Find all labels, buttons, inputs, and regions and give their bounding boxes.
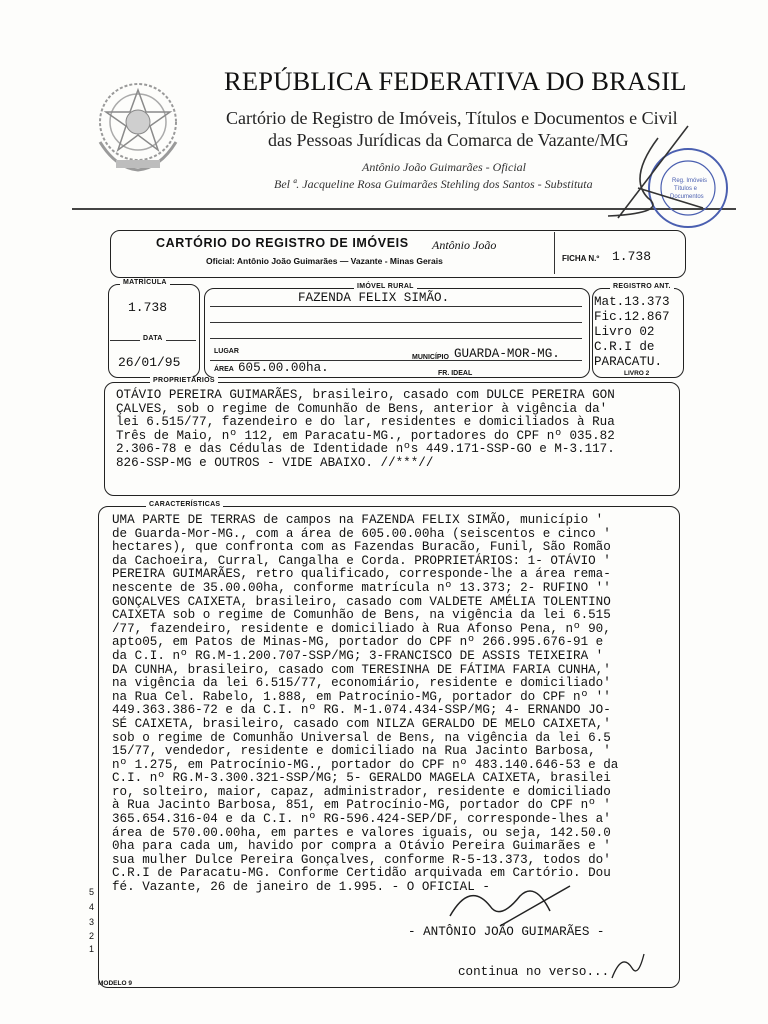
caracteristicas-line: à Rua Jacinto Barbosa, 851, em Patrocínio-MG, portador do CPF nº ' [112,798,611,813]
caracteristicas-line: sua mulher Dulce Pereira Gonçalves, conforme R-5-13.373, todos do' [112,852,611,867]
ficha-label: FICHA N.º [562,254,600,263]
registro-ant-label: REGISTRO ANT. [610,283,674,290]
caracteristicas-line: 0ha para cada um, havido por compra a Otávio Pereira Guimarães e ' [112,839,611,854]
margin-number: 5 [89,887,95,897]
substitute-name: Bel ª. Jacqueline Rosa Guimarães Stehling dos Santos - Substituta [274,177,593,191]
continua-verso: continua no verso... [458,965,610,979]
caracteristicas-line: 15/77, vendedor, residente e domiciliado na Rua Jacinto Barbosa, ' [112,744,611,759]
matricula-date: 26/01/95 [118,355,181,370]
proprietarios-text [116,389,615,471]
municipio-label: MUNICÍPIO [412,354,449,361]
lugar-label: LUGAR [214,348,239,355]
caracteristicas-line: GONÇALVES CAIXETA, brasileiro, casado com VALDETE AMÉLIA TOLENTINO [112,594,611,609]
livro-label: LIVRO 2 [624,370,650,377]
caracteristicas-label: CARACTERÍSTICAS [146,501,223,508]
margin-number: 4 [89,902,95,912]
caracteristicas-line: da Cachoeira, Curral, Cangalha e Corda. PROPRIETÁRIOS: 1- OTÁVIO ' [112,553,611,568]
ficha-divider [554,232,555,274]
caracteristicas-line: 365.654.316-04 e da C.I. nº RG-596.424-SEP/DF, corresponde-lhes a' [112,812,611,827]
area-value: 605.00.00ha. [238,361,329,375]
caracteristicas-line: SÉ CAIXETA, brasileiro, casado com NILZA GERALDO DE MELO CAIXETA,' [112,716,611,731]
caracteristicas-text [112,514,618,895]
signature-line: - ANTÔNIO JOÃO GUIMARÃES - [408,925,605,939]
registro-ant-line-1: Mat.13.373 [594,295,670,309]
proprietarios-label: PROPRIETÁRIOS [150,377,218,384]
registry-subtitle-1: Cartório de Registro de Imóveis, Títulos e Documentos e Civil [226,108,678,128]
document-title: REPÚBLICA FEDERATIVA DO BRASIL [224,66,687,96]
margin-number: 3 [89,917,95,927]
caracteristicas-line: na Rua Cel. Rabelo, 1.888, em Patrocínio-MG, portador do CPF nº '' [112,689,611,704]
registry-title: CARTÓRIO DO REGISTRO DE IMÓVEIS [156,236,409,250]
svg-text:Títulos e: Títulos e [674,186,698,192]
imovel-line-1 [210,306,582,307]
proprietarios-line: OTÁVIO PEREIRA GUIMARÃES, brasileiro, casado com DULCE PEREIRA GON [116,388,615,402]
caracteristicas-line: PEREIRA GUIMARÃES, retro qualificado, corresponde-lhe a área rema- [112,567,611,582]
matricula-number: 1.738 [128,300,168,315]
imovel-line-2 [210,322,582,323]
continua-scribble [608,948,648,984]
caracteristicas-line: da C.I. nº RG.M-1.200.707-SSP/MG; 3-FRANCISCO DE ASSIS TEIXEIRA ' [112,648,604,663]
margin-number: 2 [89,931,95,941]
imovel-line-3 [210,338,582,339]
caracteristicas-line: área de 570.00.00ha, em partes e valores iguais, ou seja, 142.50.0 [112,825,611,840]
municipio-value: GUARDA-MOR-MG. [454,347,560,361]
caracteristicas-line: C.R.I de Paracatu-MG. Conforme Certidão arquivada em Cartório. Dou [112,866,611,881]
registro-ant-line-4: C.R.I de [594,340,655,354]
caracteristicas-line: /77, fazendeiro, residente e domiciliado à Rua Afonso Pena, nº 90, [112,621,611,636]
proprietarios-line: Três de Maio, nº 112, em Paracatu-MG., portadores do CPF nº 035.82 [116,428,615,443]
registry-official-line: Oficial: Antônio João Guimarães — Vazante - Minas Gerais [206,256,443,266]
svg-text:Documentos: Documentos [670,194,704,200]
caracteristicas-line: hectares), que confronta com as Fazendas Buracão, Funil, São Romão [112,540,611,555]
caracteristicas-line: apto05, em Patos de Minas-MG, portador do CPF nº 266.995.676-91 e [112,635,604,650]
caracteristicas-line: de Guarda-Mor-MG., com a área de 605.00.00ha (seiscentos e cinco ' [112,526,611,541]
margin-number: 1 [89,944,95,954]
fr-ideal-label: FR. IDEAL [438,370,473,377]
signature-scribble [588,118,708,228]
caracteristicas-line: 449.363.386-72 e da C.I. nº RG. M-1.074.434-SSP/MG; 4- ERNANDO JO- [112,703,611,718]
imovel-name: FAZENDA FELIX SIMÃO. [298,291,450,305]
caracteristicas-line: UMA PARTE DE TERRAS de campos na FAZENDA FELIX SIMÃO, município ' [112,513,604,527]
caracteristicas-line: ro, solteiro, maior, capaz, administrador, residente e domiciliado [112,784,611,799]
ficha-number: 1.738 [612,249,652,264]
matricula-label: MATRÍCULA [120,279,170,286]
registry-subtitle-2: das Pessoas Jurídicas da Comarca de Vazante/MG [268,130,629,150]
registro-ant-line-5: PARACATU. [594,355,663,369]
proprietarios-line: 826-SSP-MG e OUTROS - VIDE ABAIXO. //***// [116,455,434,470]
caracteristicas-line: sob o regime de Comunhão Universal de Bens, na vigência da lei 6.5 [112,730,611,745]
registro-ant-line-3: Livro 02 [594,325,655,339]
caracteristicas-line: nescente de 35.00.00ha, conforme matrícula nº 13.373; 2- RUFINO '' [112,580,611,595]
area-label: ÁREA [214,366,234,373]
official-name: Antônio João Guimarães - Oficial [362,160,526,174]
caracteristicas-line: CAIXETA sob o regime de Comunhão de Bens, na vigência da lei 6.515 [112,608,611,623]
modelo-label: MODELO 9 [98,980,132,987]
proprietarios-line: ÇALVES, sob o regime de Comunhão de Bens, anterior à vigência da' [116,401,608,416]
caracteristicas-line: C.I. nº RG.M-3.300.321-SSP/MG; 5- GERALDO MAGELA CAIXETA, brasilei [112,771,611,786]
imovel-label: IMÓVEL RURAL [354,283,417,290]
data-label: DATA [140,335,166,342]
svg-text:Reg. Imóveis: Reg. Imóveis [672,178,708,184]
registry-signature: Antônio João [432,238,497,252]
coat-of-arms-icon [86,72,190,176]
caracteristicas-line: fé. Vazante, 26 de janeiro de 1.995. - O OFICIAL - [112,880,490,895]
caracteristicas-line: DA CUNHA, brasileiro, casado com TERESINHA DE FÁTIMA FARIA CUNHA,' [112,662,611,677]
caracteristicas-line: nº 1.275, em Patrocínio-MG., portador do CPF nº 483.140.646-53 e da [112,757,619,772]
proprietarios-line: lei 6.515/77, fazendeiro e do lar, residentes e domiciliados à Rua [116,415,615,430]
caracteristicas-line: na vigência da lei 6.515/77, economiário, residente e domiciliado' [112,676,611,691]
proprietarios-line: 2.306-78 e das Cédulas de Identidade nºs 449.171-SSP-GO e M-3.117. [116,442,615,457]
registro-ant-line-2: Fic.12.867 [594,310,670,324]
